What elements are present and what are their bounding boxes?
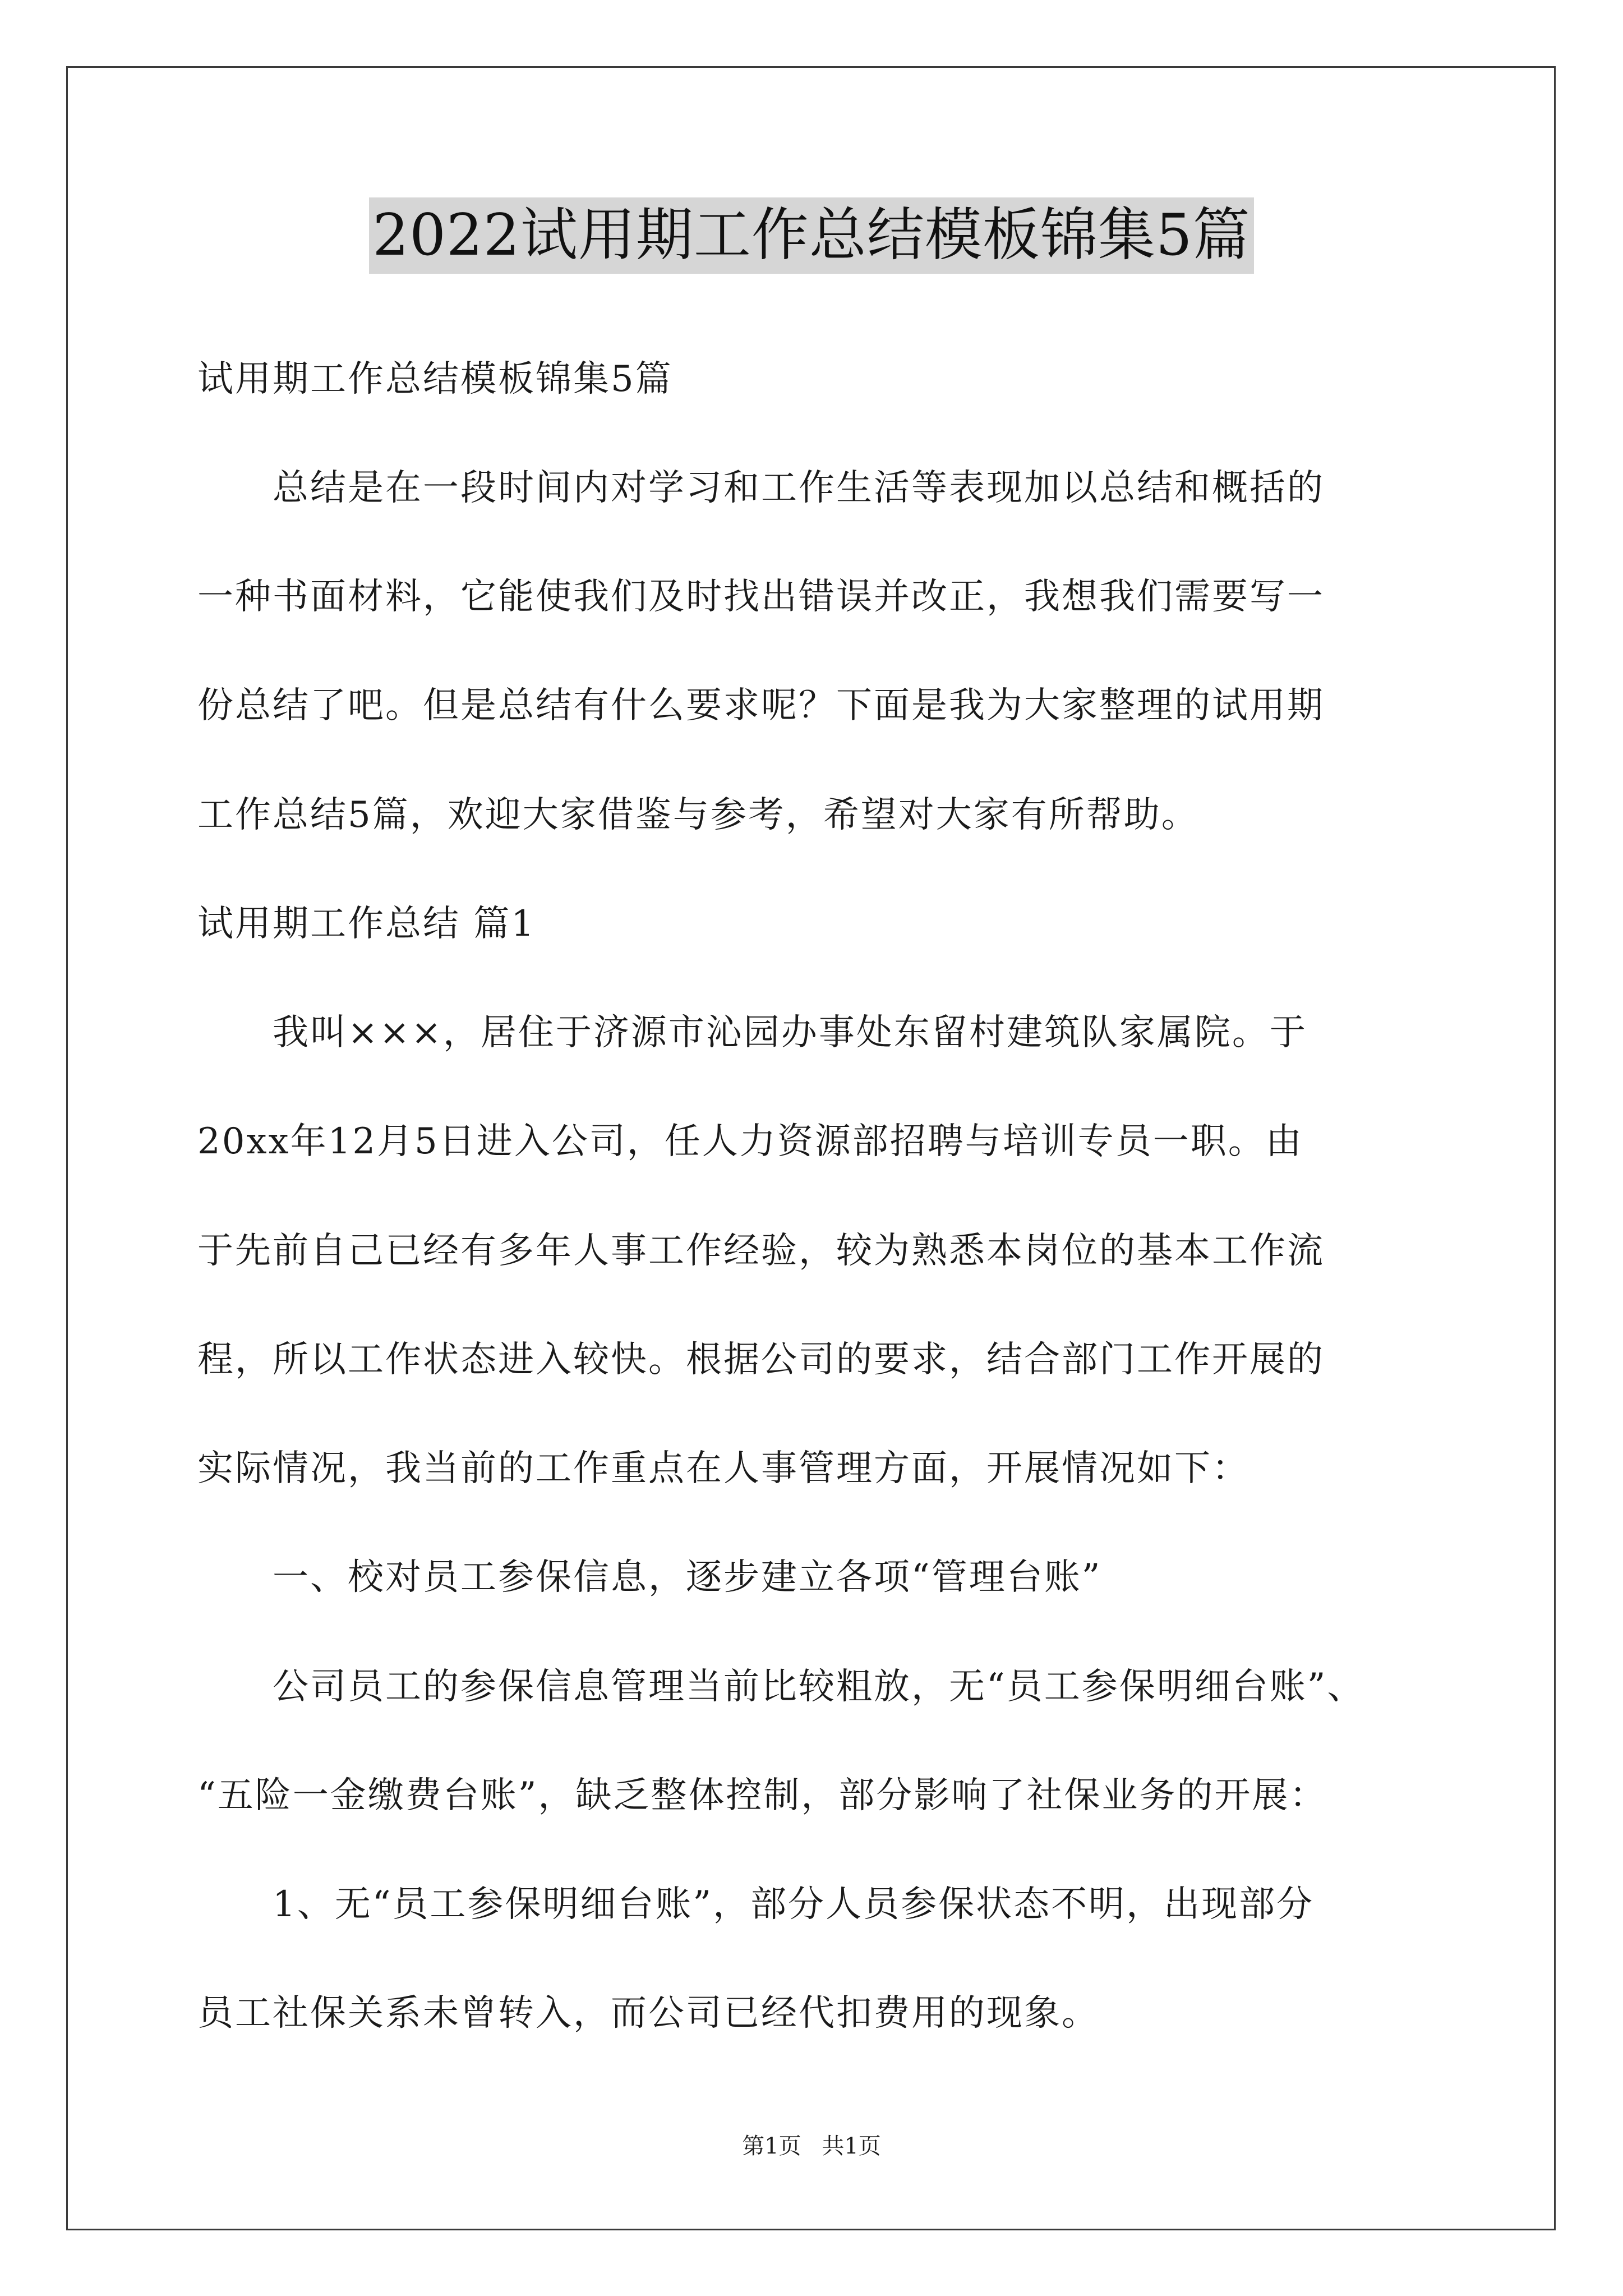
body-line-5: 实际情况，我当前的工作重点在人事管理方面，开展情况如下： [197,1448,1249,1489]
intro-line-4: 工作总结5篇，欢迎大家借鉴与参考，希望对大家有所帮助。 [197,794,1199,836]
page-total: 共1页 [822,2133,881,2159]
intro-line-2: 一种书面材料，它能使我们及时找出错误并改正，我想我们需要写一 [197,576,1325,618]
body-line-4: 程，所以工作状态进入较快。根据公司的要求，结合部门工作开展的 [197,1339,1325,1381]
body-line-8: 1、无“员工参保明细台账”，部分人员参保状态不明，出现部分 [197,1884,1315,1925]
intro-line-3: 份总结了吧。但是总结有什么要求呢？下面是我为大家整理的试用期 [197,685,1325,726]
title-container [0,197,1623,274]
document-title: 2022试用期工作总结模板锦集5篇 [369,197,1253,274]
body-line-7: “五险一金缴费台账”，缺乏整体控制，部分影响了社保业务的开展： [197,1775,1327,1816]
subheading-1: 一、校对员工参保信息，逐步建立各项“管理台账” [197,1557,1102,1598]
body-line-9: 员工社保关系未曾转入，而公司已经代扣费用的现象。 [197,1993,1099,2034]
body-line-1: 我叫×××，居住于济源市沁园办事处东留村建筑队家属院。于 [197,1012,1307,1053]
page-footer [0,2132,1623,2161]
section-heading-1: 试用期工作总结 篇1 [197,903,536,945]
subtitle-line: 试用期工作总结模板锦集5篇 [197,358,673,400]
body-line-2: 20xx年12月5日进入公司，任人力资源部招聘与培训专员一职。由 [197,1121,1303,1162]
body-line-6: 公司员工的参保信息管理当前比较粗放，无“员工参保明细台账”、 [197,1666,1365,1708]
page-number: 第1页 [742,2133,801,2159]
intro-line-1: 总结是在一段时间内对学习和工作生活等表现加以总结和概括的 [197,467,1325,509]
body-line-3: 于先前自己已经有多年人事工作经验，较为熟悉本岗位的基本工作流 [197,1230,1325,1272]
